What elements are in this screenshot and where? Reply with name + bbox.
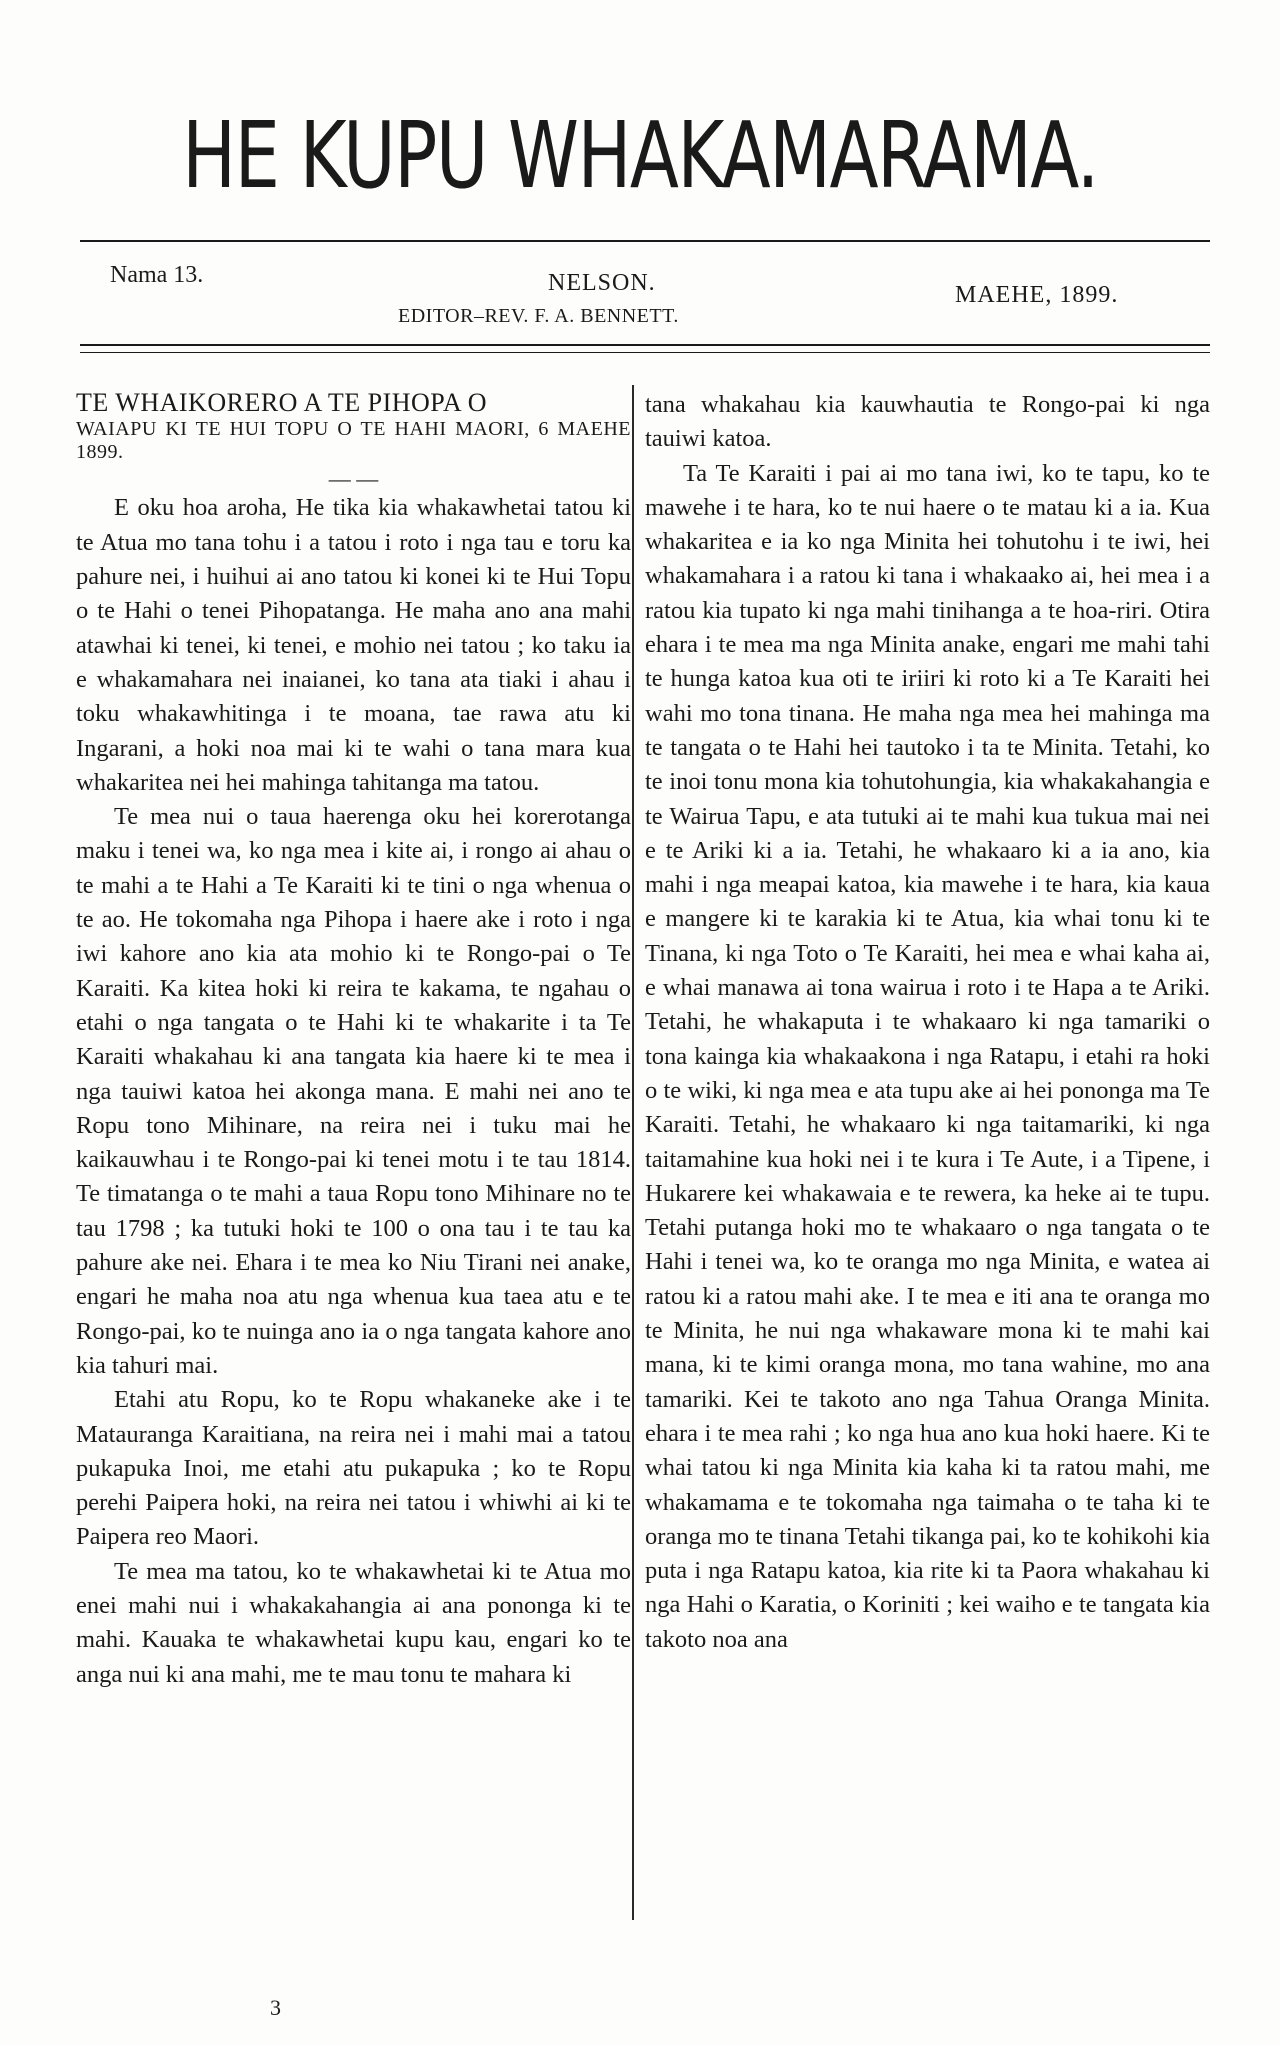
paragraph: Te mea nui o taua haerenga oku hei korerotanga maku i tenei wa, ko nga mea i kite ai, i rongo ai ahau o te mahi a te Hahi a Te Karaiti ki te tini o nga whenua o te ao. He tokomaha nga Pihopa i haere ake i roto i nga iwi kahore ano kia ata mohio ki te Rongo-pai o Te Karaiti. Ka kitea hoki ki reira te kakama, te ngahau o etahi o nga tangata o te Hahi ki te whakarite i ta Te Karaiti whakahau ki ana tangata kia haere ki te mea i nga tauiwi katoa hei akonga mana. E mahi nei ano te Ropu tono Mihinare, na reira nei i tuku mai he kaikauwhau i te Rongo-pai ki tenei motu i te tau 1814. Te timatanga o te mahi a taua Ropu tono Mihinare no te tau 1798 ; ka tutuki hoki te 100 o ona tau i te tau ka pahure ake nei. Ehara i te mea ko Niu Tirani nei anake, engari he maha noa atu nga whenua kua taea atu e te Rongo-pai, ko te nuinga ano ia o nga tangata kahore ano kia tahuri mai. <box>76 803 631 1379</box>
paragraph: Ta Te Karaiti i pai ai mo tana iwi, ko te tapu, ko te mawehe i te hara, ko te nui haere o te matau ki a ia. Kua whakaritea e ia ko nga Minita hei tohutohu i te iwi, hei whakamahara i a ratou ki tana i whakaako ai, hei mea i a ratou kia tupato ki nga mahi tinihanga a te hoa-riri. Otira ehara i te mea ma nga Minita anake, engari me mahi tahi te hunga katoa kua oti te iriiri ki roto ki a Te Karaiti hei wahi mo tona tinana. He maha nga mea hei mahinga ma te tangata o te Hahi hei tautoko i ta te Minita. Tetahi, ko te inoi tonu mona kia tohutohungia, kia whakakahangia e te Wairua Tapu, e ata tutuki ai te mahi kua tukua mai nei e te Ariki ki a ia. Tetahi, he whakaaro ki a ia ano, kia mahi i nga meapai katoa, kia mawehe i te hara, kia kaua e mangere ki te karakia ki te Atua, kia whai tonu ki te Tinana, ki nga Toto o Te Karaiti, hei mea e whai kaha ai, e whai manawa ai tona wairua i roto i te Hapa a te Ariki. Tetahi, he whakaputa i te whakaaro ki nga tamariki o tona kainga kia whakaakona i nga Ratapu, i etahi ra hoki o te wiki, ki nga mea e ata tupu ake ai hei pononga ma Te Karaiti. Tetahi, he whakaaro ki nga taitamariki, ki nga taitamahine kua hoki nei i te kura i Te Aute, i a Tipene, i Hukarere kei whakawaia e te rewera, ka heke ai te tupu. Tetahi putanga hoki mo te whakaaro o nga tangata o te Hahi i tenei wa, ko te oranga mo nga Minita, e watea ai ratou ki a ratou mahi ake. I te mea e iti ana te oranga mo te Minita, he nui nga whakaware mona ki te mahi kai mana, ki te kimi oranga mona, mo tana wahine, mo ana tamariki. Kei te takoto ano nga Tahua Oranga Minita. ehara i te mea rahi ; ko nga hua ano kua hoki haere. Ki te whai tatou ki nga Minita kia kaha ki ta ratou mahi, me whakamama e te tokomaha nga taimaha o te taha ki te oranga mo te tinana Tetahi tikanga pai, ko te kohikohi kia puta i nga Ratapu katoa, kia rite ki ta Paora whakahau ki nga Hahi o Karatia, o Koriniti ; kei waiho e te tangata kia takoto noa ana <box>645 459 1210 1653</box>
masthead-title: HE KUPU WHAKAMARAMA. <box>182 102 1098 209</box>
left-column <box>76 388 631 1692</box>
bottom-rule-2 <box>80 352 1210 353</box>
paragraph: Etahi atu Ropu, ko te Ropu whakaneke ake i te Matauranga Karaitiana, na reira nei i mahi mai a tatou pukapuka Inoi, me etahi atu pukapuka ; ko te Ropu perehi Paipera hoki, na reira nei tatou i whiwhi ai ki te Paipera reo Maori. <box>76 1386 631 1551</box>
editor-line: EDITOR–REV. F. A. BENNETT. <box>398 305 679 327</box>
headline-line-2: WAIAPU KI TE HUI TOPU O TE HAHI MAORI, 6 MAEHE 1899. <box>76 417 631 463</box>
column-divider <box>632 385 634 1920</box>
paragraph: Te mea ma tatou, ko te whakawhetai ki te Atua mo enei mahi nui i whakakahangia ai ana pononga ki te mahi. Kauaka te whakawhetai kupu kau, engari ko te anga nui ki ana mahi, me te mau tonu te mahara ki <box>76 1557 631 1688</box>
paragraph-continued: tana whakahau kia kauwhautia te Rongo-pai ki nga tauiwi katoa. <box>645 391 1210 453</box>
place-name: NELSON. <box>548 270 656 296</box>
headline-line-1: TE WHAIKORERO A TE PIHOPA O <box>76 388 488 417</box>
issue-number: Nama 13. <box>110 262 204 288</box>
top-rule <box>80 240 1210 242</box>
issue-date: MAEHE, 1899. <box>955 282 1119 308</box>
right-column <box>645 388 1210 1657</box>
footer-mark: 3 <box>270 1995 281 2020</box>
bottom-rule <box>80 344 1210 346</box>
paragraph: E oku hoa aroha, He tika kia whakawhetai tatou ki te Atua mo tana tohu i a tatou i roto i nga tau e toru ka pahure nei, i huihui ai ano tatou ki konei ki te Hui Topu o te Hahi o tenei Pihopatanga. He maha ano ana mahi atawhai ki tenei, ki tenei, e mohio nei tatou ; ko taku ia e whakamahara nei inaianei, ko tana ata tiaki i ahau i toku whakawhitinga i te moana, tae rawa atu ki Ingarani, a hoki noa mai ki te wahi o tana mara kua whakaritea nei hei mahinga tahitanga ma tatou. <box>76 494 631 796</box>
article-headline <box>76 388 631 464</box>
headline-separator: — — <box>328 465 379 491</box>
